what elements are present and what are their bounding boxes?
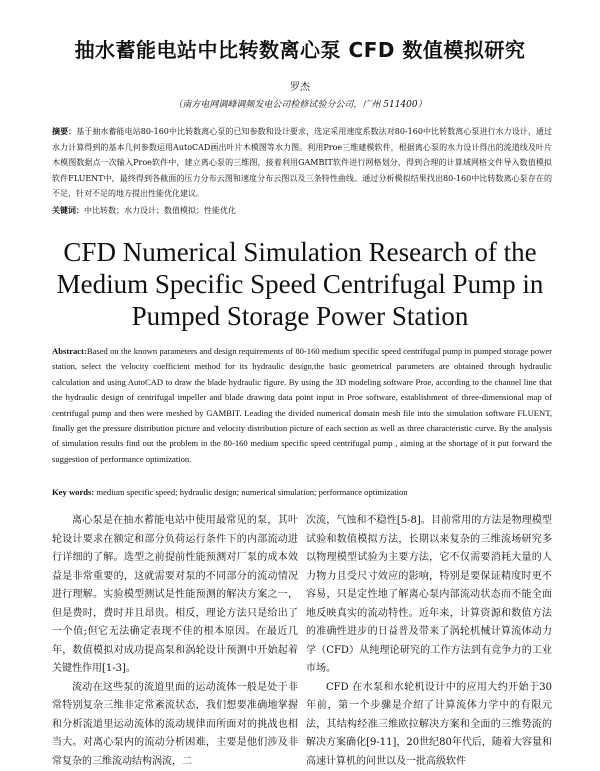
keywords-cn-text: 中比转数；水力设计；数值模拟；性能优化 [84, 206, 236, 215]
abstract-cn-label: 摘要： [52, 126, 76, 136]
keywords-cn-label: 关键词： [52, 205, 84, 215]
paper-title-en: CFD Numerical Simulation Research of the Medium Specific Speed Centrifugal Pump in Pumped Storage Power Station [30, 236, 570, 332]
body-paragraph: 流动在这些泵的流道里面的运动流体一般是处于非常特别复杂三维非定常紊流状态，我们想要准确地掌握和分析流道里运动流体的流动规律而所面对的挑战也相当大。对离心泵内的流动分析困难，主要是他们涉及非常复杂的三维流动结构涡流，二 [52, 679, 298, 771]
keywords-en [52, 485, 552, 499]
abstract-en-label: Abstract: [52, 346, 87, 356]
author-cn: 罗杰 [0, 78, 600, 93]
body-paragraph: 次流，气蚀和不稳性[5-8]。目前常用的方法是物理模型试验和数值模拟方法，长期以来复杂的三维流场研究多以物理模型试验为主要方法，它不仅需要消耗大量的人力物力且受尺寸效应的影响，特别是要保证精度时更不容易，只是定性地了解离心泵内部流动状态而不能全面地反映真实的流动特性。近年来，计算资源和数值方法的准确性进步的日益普及带来了涡轮机械计算流体动力学（CFD）从纯理论研究的工作方法到有竞争力的工业市场。 [306, 512, 552, 679]
paper-title-cn: 抽水蓄能电站中比转数离心泵 CFD 数值模拟研究 [20, 34, 580, 63]
body-column-left [52, 512, 298, 771]
body-paragraph: 离心泵是在抽水蓄能电站中使用最常见的泵，其叶轮设计要求在额定和部分负荷运行条件下的内部流动进行详细的了解。选型之前提前性能预测对厂泵的成本效益是非常重要的，这就需要对泵的不同部分的流动情况进行理解。实验模型测试是性能预测的解决方案之一，但是费时，费时并且昂贵。相反，理论方法只是给出了一个值;但它无法确定表现不佳的根本原因。在最近几年，数值模拟对成功提高泵和涡轮设计预测中开始起着关键性作用[1-3]。 [52, 512, 298, 679]
abstract-en-text: Based on the known parameters and design requirements of 80-160 medium specific speed centrifugal pump in pumped storage power station, select the velocity coefficient method for its hydraulic design,the basic geometrical parameters are obtained through hydraulic calculation and using AutoCAD to draw the blade hydraulic figure. By using the 3D modeling software Proe, according to the channel line that the hydraulic design of centrifugal impeller and blade drawing data point input in Proe software, establishment of three-dimensional map of centrifugal pump and then were meshed by GAMBIT. Leading the divided numerical domain mesh file into the simulation software FLUENT, finally get the pressure distribution picture and velocity distribution picture of each section as well as three characteristic curve. By the analysis of simulation results find out the problem in the 80-160 medium specific speed centrifugal pump , aiming at the shortage of it put forward the suggestion of performance optimization. [52, 346, 552, 464]
keywords-en-label: Key words: [52, 487, 94, 497]
body-paragraph: CFD 在水泵和水轮机设计中的应用大约开始于30年前，第一个步骤是介绍了计算流体力学中的有限元法，其结构经准三维欧拉解决方案和全面的三维势流的解决方案确化[9-11]，20世纪80年代后，随着大容量和高速计算机的问世以及一批高级软件 [306, 679, 552, 771]
keywords-en-text: medium specific speed; hydraulic design; numerical simulation; performance optimization [96, 487, 407, 497]
abstract-cn [52, 124, 552, 202]
affiliation-cn: （南方电网调峰调频发电公司检修试验分公司，广州 511400） [0, 97, 600, 110]
abstract-en [52, 344, 552, 467]
abstract-cn-text: 基于抽水蓄能电站80-160中比转数离心泵的已知参数和设计要求，选定采用速度系数法对80-160中比转数离心泵进行水力设计，通过水力计算得到的基本几何参数运用AutoCAD画出叶片木模图等水力图。利用Proe三维建模软件，根据离心泵的水力设计得出的流道线及叶片木模图数据点一次输入Proe软件中，建立离心泵的三维图，接着利用GAMBIT软件进行网格划分，得到合理的计算域网格文件导入数值模拟软件FLUENT中，最终得到各截面的压力分布云图和速度分布云图以及三条特性曲线。通过分析模拟结果找出80-160中比转数离心泵存在的不足，针对不足的地方提出性能优化建议。 [52, 127, 552, 198]
keywords-cn [52, 203, 552, 218]
body-column-right [306, 512, 552, 771]
